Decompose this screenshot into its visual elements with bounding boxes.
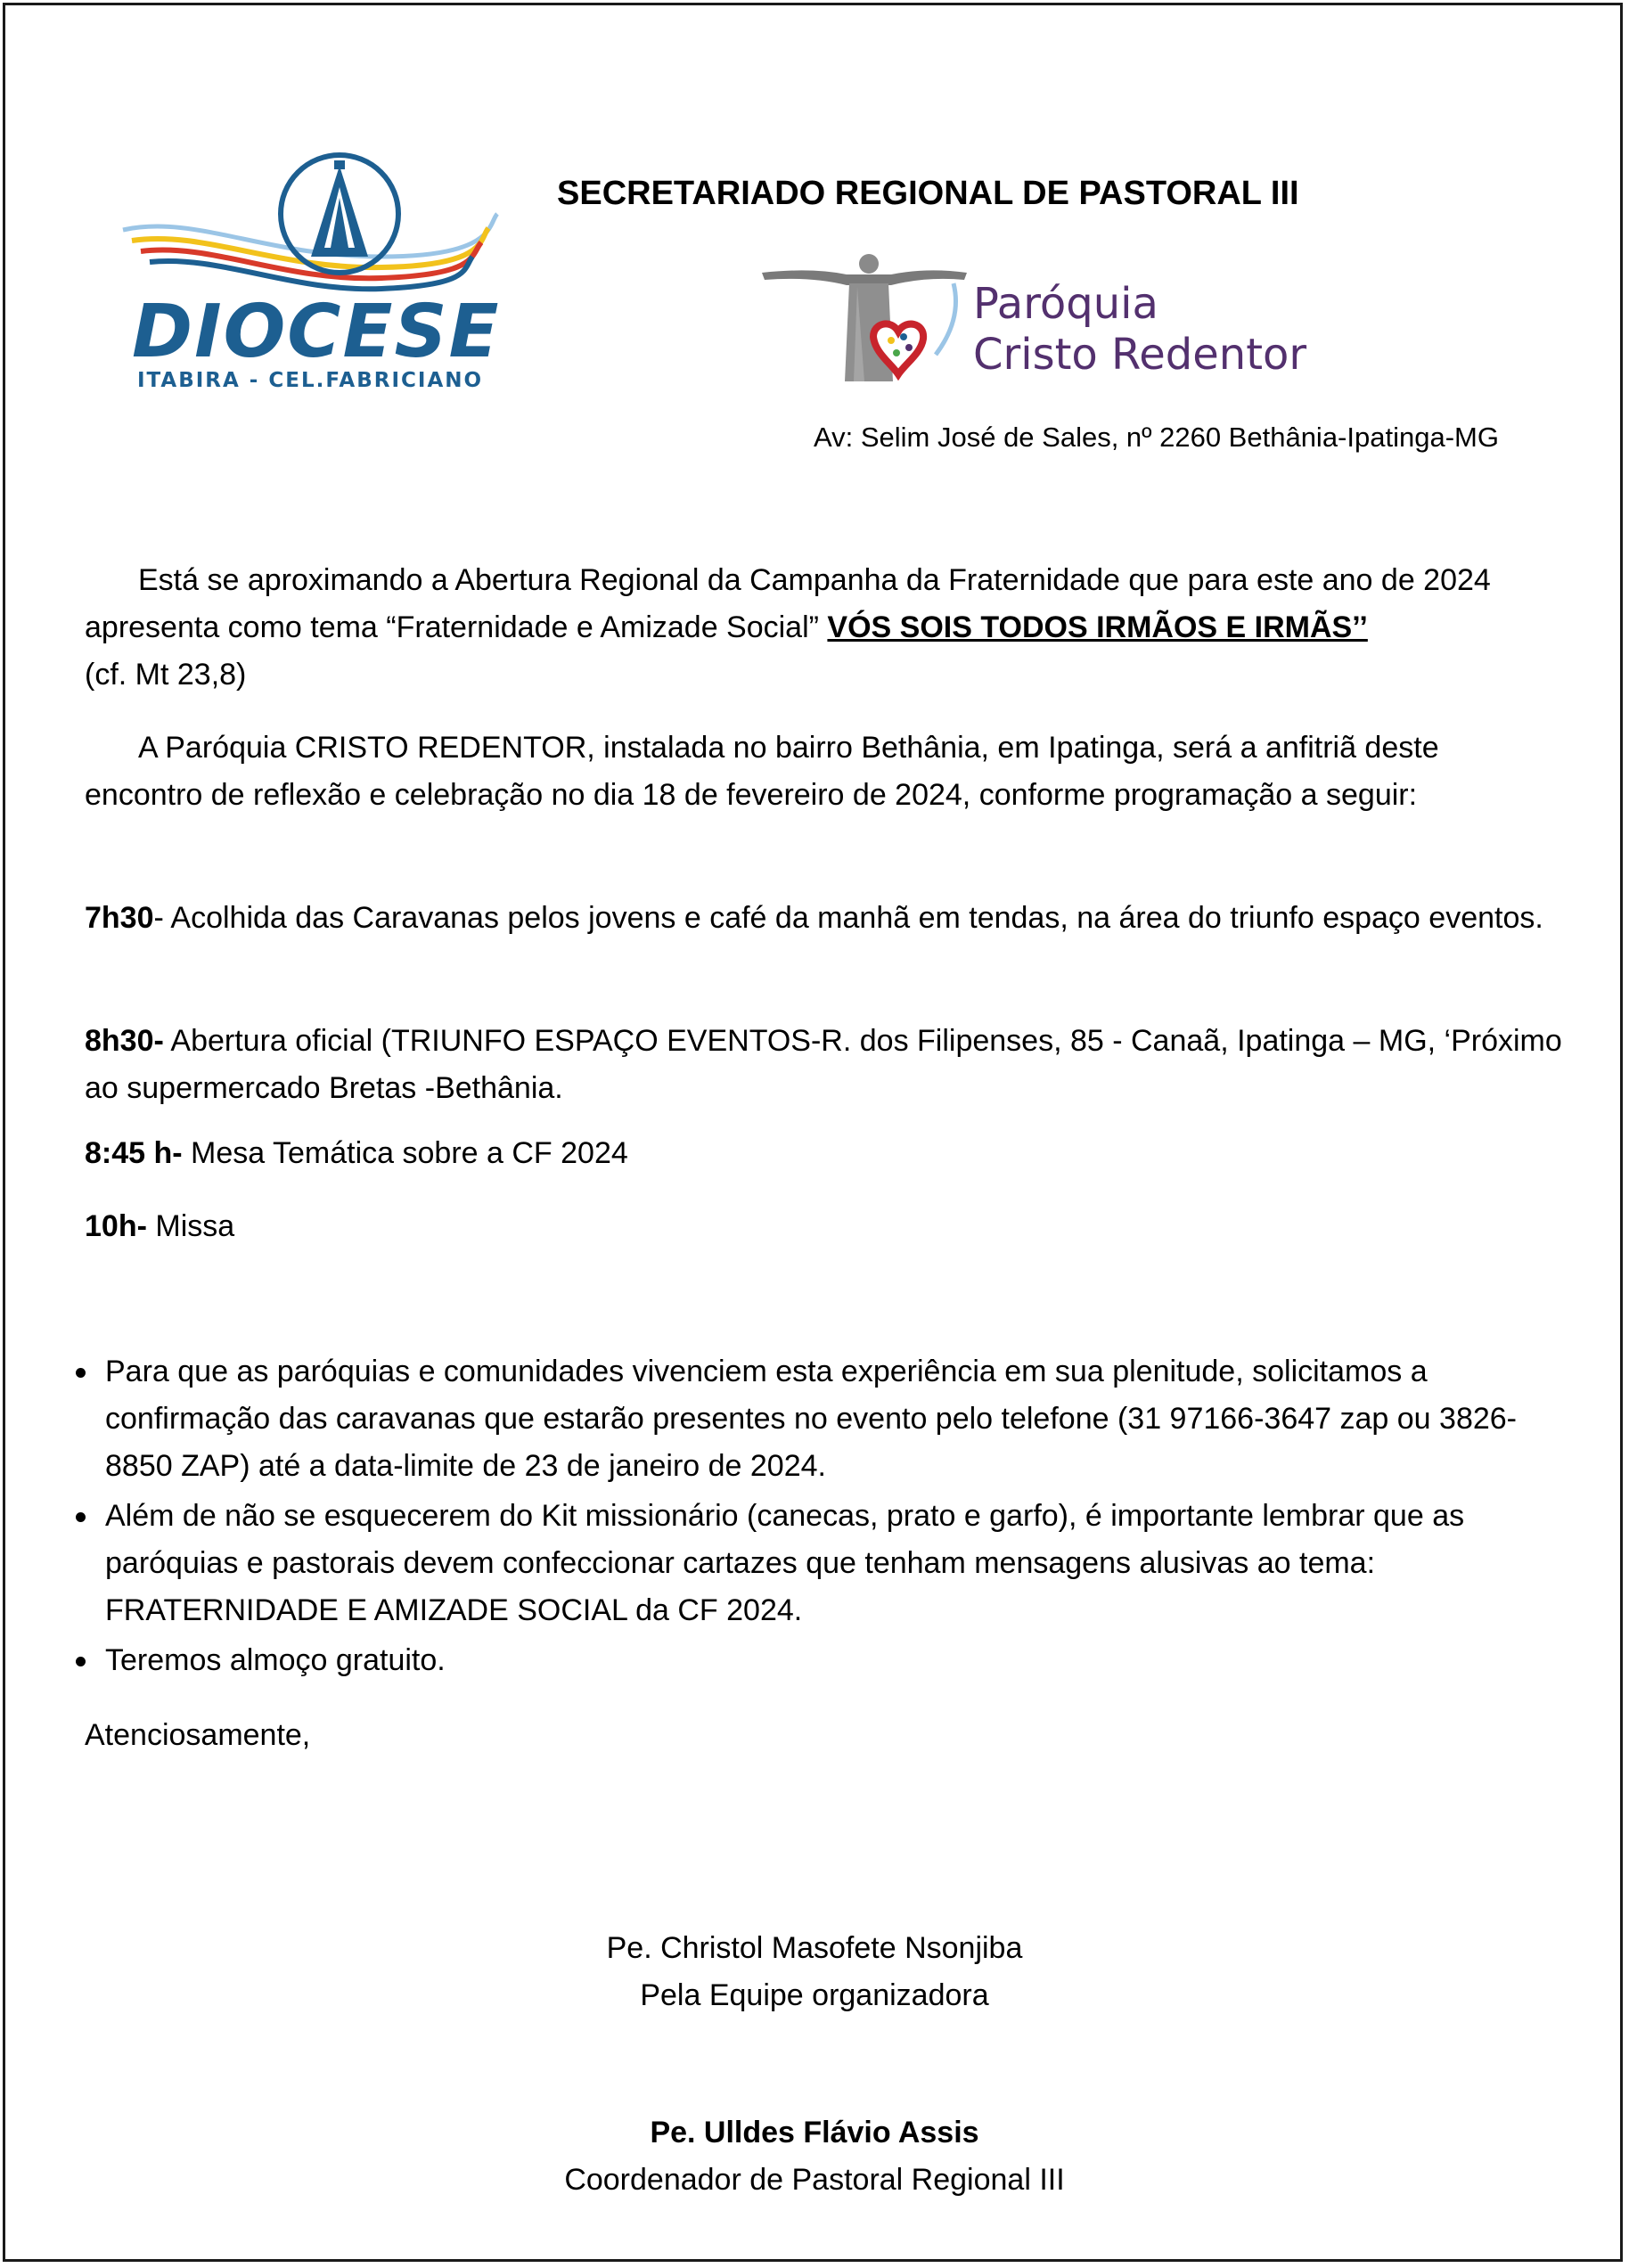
host-paragraph: A Paróquia CRISTO REDENTOR, instalada no bairro Bethânia, em Ipatinga, será a anfitriã deste encontro de reflexão e celebração no dia 18 de fevereiro de 2024, conforme programação a seguir: [85,731,1439,812]
signature-role: Coordenador de Pastoral Regional III [564,2163,1065,2197]
parish-name [973,279,1306,381]
schedule-item [85,1018,1582,1112]
christ-statue-icon [757,248,971,399]
signature-block [0,2109,1629,2204]
signature-name: Pe. Christol Masofete Nsonjiba [606,1931,1023,1965]
schedule-text: Abertura oficial (TRIUNFO ESPAÇO EVENTOS-R. dos Filipenses, 85 - Canaã, Ipatinga – MG, ‘Próximo ao supermercado Bretas -Bethânia. [85,1024,1562,1105]
schedule-text: Mesa Temática sobre a CF 2024 [182,1136,628,1170]
schedule-text: Missa [146,1209,235,1243]
schedule-time: 8:45 h- [85,1136,183,1170]
signature-role: Pela Equipe organizadora [640,1978,989,2012]
schedule-text: - Acolhida das Caravanas pelos jovens e café da manhã em tendas, na área do triunfo espaço eventos. [153,901,1543,935]
parish-address: Av: Selim José de Sales, nº 2260 Bethânia-Ipatinga-MG [814,422,1499,453]
schedule-item [85,1130,1582,1177]
intro-text: Está se aproximando a Abertura Regional da Campanha da Fraternidade que para este ano de 2024 apresenta como tema “Fraternidade e Amizade Social” [85,563,1491,644]
list-item: Teremos almoço gratuito. [67,1637,1573,1684]
closing: Atenciosamente, [85,1718,311,1752]
header-title: SECRETARIADO REGIONAL DE PASTORAL III [557,175,1299,212]
diocese-emblem-icon [114,151,506,307]
diocese-subtitle: ITABIRA - CEL.FABRICIANO [136,369,484,392]
diocese-wordmark: DIOCESE [132,290,501,374]
list-item: Para que as paróquias e comunidades vivenciem esta experiência em sua plenitude, solicitamos a confirmação das caravanas que estarão presentes no evento pelo telefone (31 97166-3647 zap ou 3826-8850 ZAP) até a data-limite de 23 de janeiro de 2024. [67,1348,1573,1490]
signature-name: Pe. Ulldes Flávio Assis [650,2116,979,2149]
intro-paragraph [85,557,1564,699]
intro-highlight: VÓS SOIS TODOS IRMÃOS E IRMÃS’’ [827,610,1368,644]
list-item: Além de não se esquecerem do Kit missionário (canecas, prato e garfo), é importante lembrar que as paróquias e pastorais devem confeccionar cartazes que tenham mensagens alusivas ao tema: FRATERNIDADE E AMIZADE SOCIAL da CF 2024. [67,1493,1573,1634]
schedule-time: 7h30 [85,901,154,935]
signature-block [0,1925,1629,2019]
notes-list [67,1348,1573,1687]
parish-logo [757,248,1372,399]
parish-name-line1: Paróquia [973,279,1158,329]
schedule-item [85,895,1582,942]
schedule-item [85,1203,1582,1250]
parish-name-line2: Cristo Redentor [973,330,1307,380]
intro-reference: (cf. Mt 23,8) [85,658,247,692]
schedule-time: 8h30- [85,1024,164,1058]
diocese-logo [114,151,506,410]
schedule-time: 10h- [85,1209,147,1243]
